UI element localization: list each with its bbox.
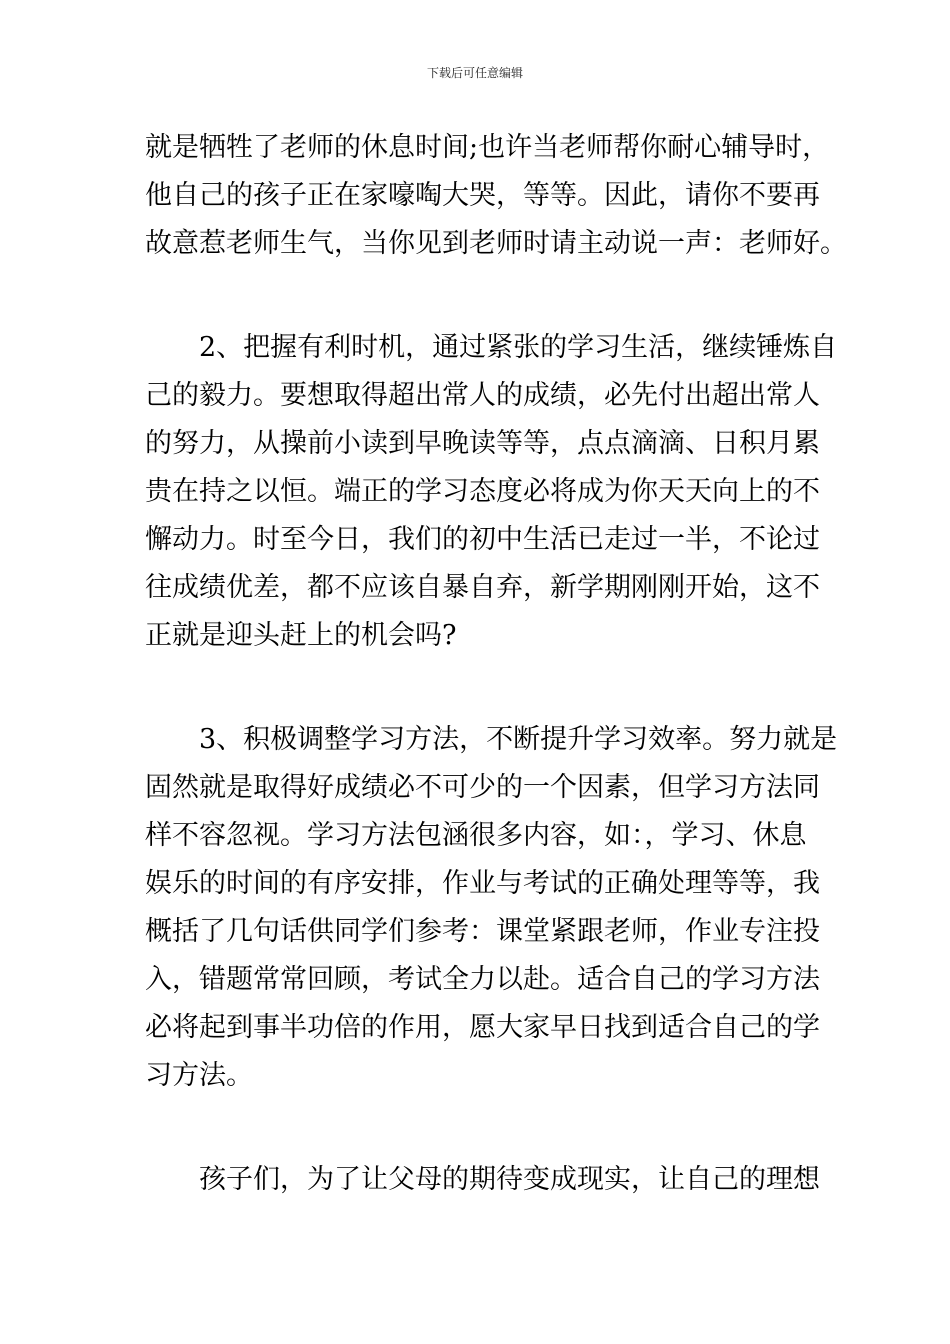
- text-line: 习方法。: [145, 1060, 253, 1091]
- text-line: 己的毅力。要想取得超出常人的成绩，必先付出超出常人: [145, 380, 820, 411]
- text-line: 故意惹老师生气，当你见到老师时请主动说一声：老师好。: [145, 228, 847, 259]
- text-line: 就是牺牲了老师的休息时间;也许当老师帮你耐心辅导时，: [145, 132, 830, 163]
- text-line: 样不容忽视。学习方法包涵很多内容，如：，学习、休息: [145, 820, 807, 851]
- paragraph-3: [145, 716, 838, 1100]
- paragraph-gap: [145, 268, 815, 324]
- text-line: 的努力，从操前小读到早晚读等等，点点滴滴、日积月累: [145, 428, 820, 459]
- text-line: 固然就是取得好成绩必不可少的一个因素，但学习方法同: [145, 772, 820, 803]
- text-line: 往成绩优差，都不应该自暴自弃，新学期刚刚开始，这不: [145, 572, 820, 603]
- text-line: 懈动力。时至今日，我们的初中生活已走过一半，不论过: [145, 524, 820, 555]
- text-line: 他自己的孩子正在家嚎啕大哭，等等。因此，请你不要再: [145, 180, 820, 211]
- text-line: 2、把握有利时机，通过紧张的学习生活，继续锤炼自: [199, 332, 838, 363]
- text-line: 入，错题常常回顾，考试全力以赴。适合自己的学习方法: [145, 964, 820, 995]
- text-line: 3、积极调整学习方法，不断提升学习效率。努力就是: [199, 724, 838, 755]
- document-body: [145, 124, 847, 1204]
- paragraph-1: [145, 124, 847, 268]
- text-line: 贵在持之以恒。端正的学习态度必将成为你天天向上的不: [145, 476, 820, 507]
- paragraph-gap: [145, 660, 815, 716]
- text-line: 概括了几句话供同学们参考：课堂紧跟老师，作业专注投: [145, 916, 820, 947]
- paragraph-4: [145, 1156, 820, 1204]
- text-line: 孩子们，为了让父母的期待变成现实，让自己的理想: [199, 1164, 820, 1195]
- page-header: 下载后可任意编辑: [426, 66, 523, 80]
- text-line: 必将起到事半功倍的作用，愿大家早日找到适合自己的学: [145, 1012, 820, 1043]
- text-line: 娱乐的时间的有序安排，作业与考试的正确处理等等，我: [145, 868, 820, 899]
- paragraph-gap: [145, 1100, 815, 1156]
- text-line: 正就是迎头赶上的机会吗?: [145, 620, 457, 651]
- paragraph-2: [145, 324, 838, 660]
